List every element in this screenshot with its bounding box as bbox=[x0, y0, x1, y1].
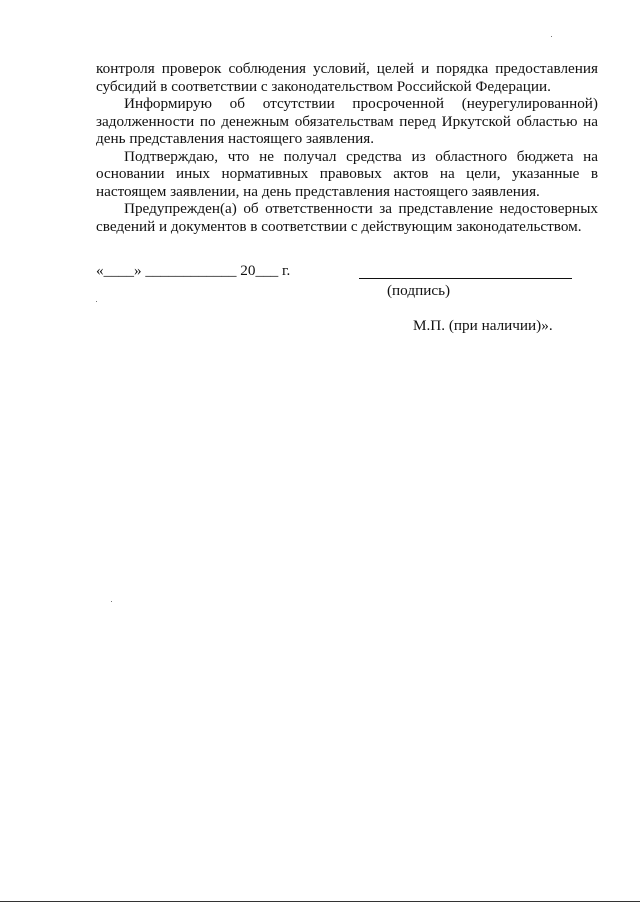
scan-speck bbox=[551, 36, 552, 37]
paragraph-continuation: контроля проверок соблюдения условий, целей и порядка предоставления субсидий в соответствии с законодательством Российской Федерации. bbox=[96, 60, 598, 95]
document-body bbox=[96, 60, 598, 235]
signature-line bbox=[359, 278, 572, 279]
signature-label: (подпись) bbox=[387, 282, 451, 299]
date-blank: «____» ____________ 20___ г. bbox=[96, 262, 291, 279]
paragraph-no-debt: Информирую об отсутствии просроченной (неурегулированной) задолженности по денежным обязательствам перед Иркутской областью на день представления настоящего заявления. bbox=[96, 95, 598, 147]
paragraph-responsibility-warning: Предупрежден(а) об ответственности за представление недостоверных сведений и документов в соответствии с действующим законодательством. bbox=[96, 200, 598, 235]
paragraph-no-other-funds: Подтверждаю, что не получал средства из областного бюджета на основании иных нормативных правовых актов на цели, указанные в настоящем заявлении, на день представления настоящего заявления. bbox=[96, 147, 598, 200]
scan-speck bbox=[111, 601, 112, 602]
page-bottom-edge bbox=[0, 901, 640, 902]
stamp-label: М.П. (при наличии)». bbox=[413, 317, 553, 334]
scan-speck bbox=[96, 301, 97, 302]
